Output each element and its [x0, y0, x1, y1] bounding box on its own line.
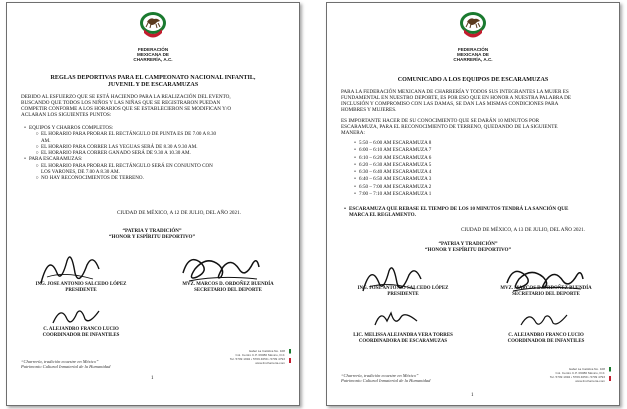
list-item: • EQUIPOS Y CHARROS COMPLETOS: [21, 125, 291, 131]
signature-escaramuzas-coordinator [371, 307, 421, 331]
intro-line: ACLARAN LOS SIGUIENTES PUNTOS: [21, 112, 112, 119]
org-name-line2: MEXICANA DE [137, 52, 169, 57]
bullet-icon: • [354, 140, 356, 146]
page-number: 1 [151, 376, 154, 381]
bullet-icon: • [354, 191, 356, 198]
intro-line: BUSCANDO QUE TODOS LOS NIÑOS Y LAS NIÑAS QUE SE REGISTRARON PUEDAN [21, 100, 221, 107]
flag-stripe-icon [609, 367, 611, 381]
schedule-item: • 6:10 – 6:20 AM ESCARAMUZA 6 [351, 155, 431, 162]
federation-logo-icon [136, 9, 170, 47]
schedule-item: • 6:40 – 6:50 AM ESCARAMUZA 3 [351, 176, 431, 183]
circle-bullet-icon: ○ [35, 150, 39, 157]
letterhead [7, 9, 299, 62]
motto: “PATRIA Y TRADICIÓN” “HONOR Y ESPÍRITU DEPORTIVO” [108, 228, 196, 240]
bullet-icon: • [24, 156, 26, 163]
org-name-line1: FEDERACIÓN [457, 47, 489, 52]
page-number: 1 [471, 393, 474, 398]
rules-list [21, 125, 291, 182]
title-line: JUVENIL Y DE ESCARAMUZAS [107, 82, 199, 88]
bullet-icon: • [354, 176, 356, 183]
motto: “PATRIA Y TRADICIÓN” “HONOR Y ESPÍRITU DEPORTIVO” [424, 241, 512, 253]
document-page-2 [326, 2, 620, 406]
federation-logo-icon [456, 9, 490, 47]
circle-bullet-icon: ○ [35, 143, 39, 150]
intro-line: PARA LA FEDERACIÓN MEXICANA DE CHARRERÍA Y TODOS SUS INTEGRANTES LA MUJER ES [341, 89, 569, 95]
note-line: ES IMPORTANTE HACER DE SU CONOCIMIENTO QUE SE DARÁN 10 MINUTOS POR [341, 118, 540, 124]
bullet-icon: • [344, 206, 346, 212]
document-title [17, 75, 289, 89]
document-date: CIUDAD DE MÉXICO, A 13 DE JULIO, DEL AÑO 2021. [461, 227, 586, 233]
bullet-icon: • [354, 183, 356, 190]
list-item: LOS VARONES, DE 7.00 A 8.30 AM. [41, 169, 120, 176]
footer-address: Isabel La Católica No. 108 Col. Centro C.P. 06080 México, D.F. Tel. 5709 1994 • 5709 4659 • 5709 4793 www.fmcharreria.com [229, 349, 285, 365]
schedule-item: • 6:30 – 6:40 AM ESCARAMUZA 4 [351, 169, 431, 176]
schedule-item: • 6:00 – 6:10 AM ESCARAMUZA 7 [351, 147, 431, 154]
signatory-escaramuzas-coordinator: LIC. MELISSA ALEJANDRA VERA TORRES COORDINADORA DE ESCARAMUZAS [353, 333, 453, 344]
signatory-sports-secretary: MVZ. MARCOS D. ORDOÑEZ BUENDÍA SECRETARIO DEL DEPORTE [500, 286, 592, 297]
intro-line: DEBIDO AL ESFUERZO QUE SE ESTÁ HACIENDO PARA LA REALIZACIÓN DEL EVENTO, [21, 94, 231, 100]
circle-bullet-icon: ○ [35, 162, 39, 169]
list-item: ○ EL HORARIO PARA PROBAR EL RECTÁNGULO SERÁ EN CONJUNTO CON [21, 163, 291, 169]
intro-paragraph [341, 89, 611, 113]
bullet-icon: • [354, 161, 356, 168]
signatory-sports-secretary: MVZ. MARCOS D. ORDOÑEZ BUENDÍA SECRETARIO DEL DEPORTE [182, 282, 274, 293]
schedule-item: • 7:00 – 7:10 AM ESCARAMUZA 1 [351, 191, 431, 198]
org-name-line3: CHARRERÍA, A.C. [133, 57, 173, 62]
list-item: ○ EL HORARIO PARA CORRER GANADO SERÁ DE 9.30 A 10.30 AM. [21, 150, 291, 156]
org-name-line2: MEXICANA DE [457, 52, 489, 57]
footer-slogan: “Charrería, tradición ecuestre en México” Patrimonio Cultural Inmaterial de la Humanidad [21, 359, 111, 370]
list-item: • PARA ESCARAMUZAS: [21, 156, 291, 162]
sanction-warning: • ESCARAMUZA QUE REBASE EL TIEMPO DE LOS 10 MINUTOS TENDRÁ LA SANCIÓN QUE MARCA EL REGLAMENTO. [341, 206, 611, 219]
signatory-president: ING. JOSE ANTONIO SALCEDO LÓPEZ PRESIDENTE [357, 286, 449, 297]
list-item: ○ NO HAY RECONOCIMIENTOS DE TERRENO. [21, 175, 291, 181]
org-name-line3: CHARRERÍA, A.C. [453, 57, 493, 62]
note-paragraph [341, 118, 611, 136]
intro-line: COMPETIR CONFORME A LOS HORARIOS QUE SE ESTABLECIERON SE MODIFICAN Y/O [21, 106, 232, 113]
intro-line: FUNDAMENTAL EN NUESTRO DEPORTE, ES POR ESO QUE EN HONOR A NUESTRA PALABRA DE [341, 95, 572, 102]
org-name-line1: FEDERACIÓN [137, 47, 169, 52]
signature-youth-coordinator [49, 303, 105, 329]
footer-slogan: “Charrería, tradición ecuestre en México” Patrimonio Cultural Inmaterial de la Humanidad [341, 373, 431, 384]
document-title: COMUNICADO A LOS EQUIPOS DE ESCARAMUZAS [397, 77, 549, 83]
list-item: AM. [41, 137, 51, 144]
schedule-item: • 6:50 – 7:00 AM ESCARAMUZA 2 [351, 184, 431, 191]
intro-line: HOMBRES Y MUJERES. [341, 107, 397, 114]
note-line: ESCARAMUZA, PARA EL RECONOCIMIENTO DE TERRENO, QUEDANDO DE LA SIGUIENTE [341, 124, 558, 131]
signatory-president: ING. JOSE ANTONIO SALCEDO LÓPEZ PRESIDENTE [35, 282, 127, 293]
list-item: ○ EL HORARIO PARA CORRER LAS YEGUAS SERÁ DE 8.30 A 9.30 AM. [21, 144, 291, 150]
bullet-icon: • [24, 125, 26, 131]
bullet-icon: • [354, 154, 356, 161]
list-item: ○ EL HORARIO PARA PROBAR EL RECTÁNGULO DE PUNTA ES DE 7.00 A 8.30 [21, 131, 291, 137]
title-line: REGLAS DEPORTIVAS PARA EL CAMPEONATO NACIONAL INFANTIL, [50, 75, 256, 81]
signature-youth-coordinator [517, 309, 573, 331]
note-line: MANERA: [341, 130, 365, 137]
signatory-youth-coordinator: C. ALEJANDRO FRANCO LUCIO COORDINADOR DE INFANTILES [42, 327, 120, 338]
flag-stripe-icon [289, 349, 291, 363]
circle-bullet-icon: ○ [35, 175, 39, 182]
bullet-icon: • [354, 169, 356, 176]
intro-line: INCLUSIÓN Y COMPROMISO CON LAS DAMAS, SE DAN LAS MISMAS CONDICIONES PARA [341, 101, 559, 108]
schedule-list [351, 140, 431, 198]
footer-address: Isabel La Católica No. 108 Col. Centro C.P. 06080 México, D.F. Tel. 5709 1994 • 5709 4659 • 5709 4793 www.fmcharreria.com [549, 367, 605, 383]
document-date: CIUDAD DE MÉXICO, A 12 DE JULIO, DEL AÑO 2021. [117, 210, 242, 216]
document-page-1 [6, 2, 300, 406]
bullet-icon: • [354, 147, 356, 154]
signatory-youth-coordinator: C. ALEJANDRO FRANCO LUCIO COORDINADOR DE INFANTILES [507, 333, 585, 344]
schedule-item: • 6:20 – 6:30 AM ESCARAMUZA 5 [351, 162, 431, 169]
intro-paragraph [21, 94, 289, 118]
letterhead [327, 9, 619, 62]
circle-bullet-icon: ○ [35, 131, 39, 138]
schedule-item: • 5:50 – 6:00 AM ESCARAMUZA 8 [351, 140, 431, 147]
